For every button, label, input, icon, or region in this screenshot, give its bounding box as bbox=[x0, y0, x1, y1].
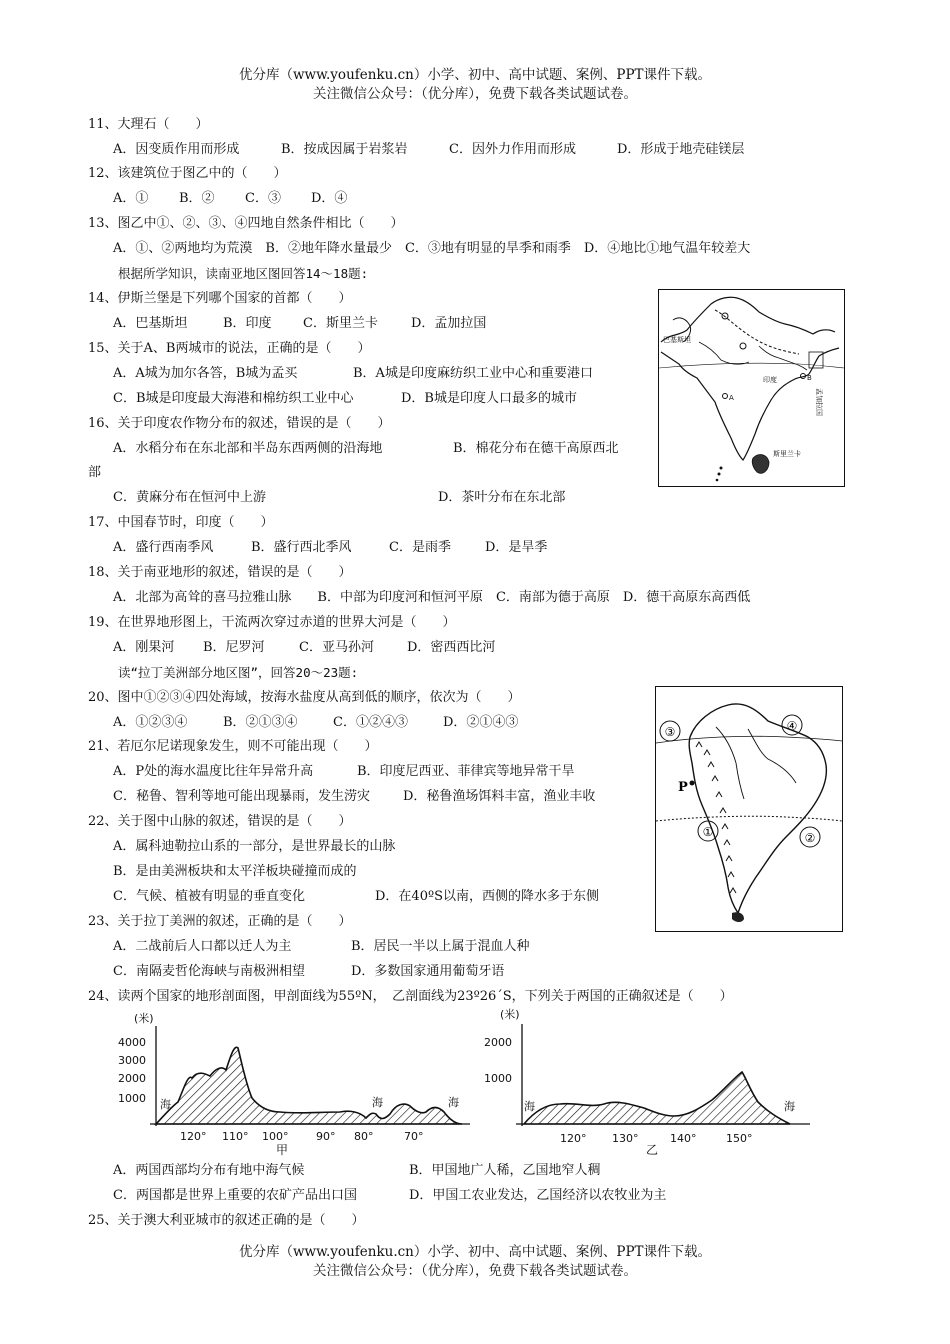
q13-options[interactable]: A．①、②两地均为荒漠 B．②地年降水量最少 C．③地有明显的旱季和雨季 D．④地比①地气温年较差大 bbox=[113, 241, 751, 256]
q25-stem: 25、关于澳大利亚城市的叙述正确的是（ ） bbox=[88, 1213, 365, 1228]
profile-jia-tick-1000: 1000 bbox=[118, 1092, 146, 1105]
q14-stem: 14、伊斯兰堡是下列哪个国家的首都（ ） bbox=[88, 291, 352, 306]
q24-options-ab bbox=[113, 1162, 601, 1180]
profile-jia-x-70: 70° bbox=[404, 1130, 424, 1143]
q23-option-b[interactable]: B．居民一半以上属于混血人种 bbox=[351, 939, 530, 954]
q24-option-c[interactable]: C．两国都是世界上重要的农矿产品出口国 bbox=[113, 1188, 357, 1203]
q24-option-a[interactable]: A．两国西部均分布有地中海气候 bbox=[113, 1163, 305, 1178]
label-sea-1: ① bbox=[702, 825, 714, 839]
q15-option-a[interactable]: A．A城为加尔各答，B城为孟买 bbox=[113, 366, 298, 381]
q21-option-d[interactable]: D．秘鲁渔场饵料丰富，渔业丰收 bbox=[403, 789, 596, 804]
q16-option-d[interactable]: D．茶叶分布在东北部 bbox=[438, 490, 566, 505]
q15-options-ab bbox=[113, 365, 593, 383]
q16-stem: 16、关于印度农作物分布的叙述，错误的是（ ） bbox=[88, 416, 391, 431]
q11-option-c[interactable]: C．因外力作用而形成 bbox=[449, 142, 576, 157]
label-point-p: P bbox=[678, 780, 688, 795]
header-line-1: 优分库（www.youfenku.cn）小学、初中、高中试题、案例、PPT课件下载。 bbox=[238, 67, 712, 83]
q14-option-c[interactable]: C．斯里兰卡 bbox=[303, 316, 378, 331]
profile-yi-name: 乙 bbox=[646, 1143, 659, 1157]
q23-stem: 23、关于拉丁美洲的叙述，正确的是（ ） bbox=[88, 914, 352, 929]
q21-options-ab bbox=[113, 763, 575, 781]
profile-yi-x-140: 140° bbox=[670, 1132, 697, 1145]
profile-jia-tick-3000: 3000 bbox=[118, 1054, 146, 1067]
q20-option-c[interactable]: C．①②④③ bbox=[333, 715, 408, 730]
q20-option-d[interactable]: D．②①④③ bbox=[443, 715, 519, 730]
q16-options-cd bbox=[113, 489, 565, 507]
profile-jia-sea-mid: 海 bbox=[372, 1096, 383, 1109]
q24-stem: 24、读两个国家的地形剖面图，甲剖面线为55ºN， 乙剖面线为23º26´S，下列关于两国的正确叙述是（ ） bbox=[88, 989, 733, 1004]
q21-stem: 21、若厄尔尼诺现象发生，则不可能出现（ ） bbox=[88, 739, 378, 754]
q21-option-c[interactable]: C．秘鲁、智利等地可能出现暴雨，发生涝灾 bbox=[113, 789, 370, 804]
q17-options bbox=[113, 539, 547, 557]
q16-option-b[interactable]: B．棉花分布在德干高原西北 bbox=[453, 441, 619, 456]
q13-stem: 13、图乙中①、②、③、④四地自然条件相比（ ） bbox=[88, 216, 404, 231]
south-asia-map bbox=[658, 289, 845, 487]
q12-option-c[interactable]: C．③ bbox=[245, 191, 281, 206]
q22-option-d[interactable]: D．在40ºS以南，西侧的降水多于东侧 bbox=[375, 889, 599, 904]
q19-option-d[interactable]: D．密西西比河 bbox=[407, 640, 496, 655]
q14-option-b[interactable]: B．印度 bbox=[223, 316, 272, 331]
q17-stem: 17、中国春节时，印度（ ） bbox=[88, 515, 274, 530]
profile-jia bbox=[110, 1008, 480, 1158]
q12-option-b[interactable]: B．② bbox=[179, 191, 215, 206]
q22-option-b[interactable]: B．是由美洲板块和太平洋板块碰撞而成的 bbox=[113, 864, 357, 879]
profile-jia-name: 甲 bbox=[276, 1143, 289, 1157]
q23-option-d[interactable]: D．多数国家通用葡萄牙语 bbox=[351, 964, 505, 979]
q17-option-b[interactable]: B．盛行西北季风 bbox=[251, 540, 352, 555]
q11-options bbox=[113, 141, 744, 159]
q20-stem: 20、图中①②③④四处海域，按海水盐度从高到低的顺序，依次为（ ） bbox=[88, 690, 521, 705]
q20-option-b[interactable]: B．②①③④ bbox=[223, 715, 298, 730]
profile-yi-sea-east: 海 bbox=[784, 1100, 795, 1113]
profile-yi bbox=[480, 1004, 820, 1158]
q17-option-a[interactable]: A．盛行西南季风 bbox=[113, 540, 214, 555]
q23-option-a[interactable]: A．二战前后人口都以迁人为主 bbox=[113, 939, 292, 954]
label-city-a: A bbox=[729, 394, 734, 402]
q15-stem: 15、关于A、B两城市的说法，正确的是（ ） bbox=[88, 341, 371, 356]
q19-options bbox=[113, 639, 495, 657]
q23-options-ab bbox=[113, 938, 530, 956]
q16-options-ab bbox=[113, 440, 619, 458]
q15-option-b[interactable]: B．A城是印度麻纺织工业中心和重要港口 bbox=[353, 366, 593, 381]
q24-option-b[interactable]: B．甲国地广人稀，乙国地窄人稠 bbox=[409, 1163, 601, 1178]
q19-stem: 19、在世界地形图上，干流两次穿过赤道的世界大河是（ ） bbox=[88, 615, 456, 630]
q11-stem: 11、大理石（ ） bbox=[88, 117, 209, 132]
header-line-2: 关注微信公众号：（优分库），免费下载各类试题试卷。 bbox=[313, 86, 637, 102]
profile-yi-x-120: 120° bbox=[560, 1132, 587, 1145]
profile-jia-x-110: 110° bbox=[222, 1130, 249, 1143]
q20-option-a[interactable]: A．①②③④ bbox=[113, 715, 188, 730]
profile-yi-sea-west: 海 bbox=[524, 1100, 535, 1113]
profile-yi-tick-2000: 2000 bbox=[484, 1036, 512, 1049]
q24-options-cd bbox=[113, 1187, 666, 1205]
q16-option-a[interactable]: A．水稻分布在东北部和半岛东西两侧的沿海地 bbox=[113, 441, 383, 456]
q12-options bbox=[113, 190, 347, 208]
q21-option-a[interactable]: A．P处的海水温度比往年异常升高 bbox=[113, 764, 314, 779]
q16-option-c[interactable]: C．黄麻分布在恒河中上游 bbox=[113, 490, 266, 505]
q22-options-cd bbox=[113, 888, 599, 906]
intro-14-18: 根据所学知识，读南亚地区图回答14～18题: bbox=[118, 266, 369, 281]
q17-option-c[interactable]: C．是雨季 bbox=[389, 540, 451, 555]
profile-yi-x-130: 130° bbox=[612, 1132, 639, 1145]
q11-option-a[interactable]: A．因变质作用而形成 bbox=[113, 142, 240, 157]
q11-option-d[interactable]: D．形成于地壳硅镁层 bbox=[617, 142, 745, 157]
q12-option-a[interactable]: A．① bbox=[113, 191, 149, 206]
q18-options[interactable]: A．北部为高耸的喜马拉雅山脉 B．中部为印度河和恒河平原 C．南部为德于高原 D．德干高原东高西低 bbox=[113, 590, 751, 605]
q22-option-a[interactable]: A．属科迪勒拉山系的一部分，是世界最长的山脉 bbox=[113, 839, 396, 854]
footer-line-2: 关注微信公众号：（优分库），免费下载各类试题试卷。 bbox=[313, 1263, 637, 1279]
q11-option-b[interactable]: B．按成因属于岩浆岩 bbox=[281, 142, 408, 157]
label-pakistan: 巴基斯坦 bbox=[663, 336, 691, 344]
latin-america-map-drawing bbox=[656, 687, 842, 931]
profile-jia-sea-east: 海 bbox=[448, 1096, 459, 1109]
profile-jia-x-120: 120° bbox=[180, 1130, 207, 1143]
q19-option-c[interactable]: C．亚马孙河 bbox=[299, 640, 374, 655]
q14-option-a[interactable]: A．巴基斯坦 bbox=[113, 316, 188, 331]
q16-option-b-continued: 部 bbox=[88, 465, 102, 480]
q20-options bbox=[113, 714, 518, 732]
label-city-b: B bbox=[807, 374, 812, 382]
q22-stem: 22、关于图中山脉的叙述，错误的是（ ） bbox=[88, 814, 352, 829]
south-asia-map-drawing bbox=[659, 290, 844, 486]
q22-option-c[interactable]: C．气候、植被有明显的垂直变化 bbox=[113, 889, 305, 904]
q23-option-c[interactable]: C．南隔麦哲伦海峡与南极洲相望 bbox=[113, 964, 305, 979]
q14-option-d[interactable]: D．孟加拉国 bbox=[411, 316, 487, 331]
label-sea-2: ② bbox=[804, 831, 816, 845]
profile-jia-x-100: 100° bbox=[262, 1130, 289, 1143]
profile-jia-x-80: 80° bbox=[354, 1130, 374, 1143]
q23-options-cd bbox=[113, 963, 504, 981]
q15-options-cd bbox=[113, 390, 577, 408]
q19-option-b[interactable]: B．尼罗河 bbox=[203, 640, 265, 655]
q15-option-c[interactable]: C．B城是印度最大海港和棉纺织工业中心 bbox=[113, 391, 354, 406]
profile-yi-x-150: 150° bbox=[726, 1132, 753, 1145]
q15-option-d[interactable]: D．B城是印度人口最多的城市 bbox=[401, 391, 577, 406]
label-sea-3: ③ bbox=[664, 725, 676, 739]
label-sea-4: ④ bbox=[786, 719, 798, 733]
profile-yi-tick-1000: 1000 bbox=[484, 1072, 512, 1085]
latin-america-map bbox=[655, 686, 843, 932]
q12-option-d[interactable]: D．④ bbox=[311, 191, 348, 206]
q21-options-cd bbox=[113, 788, 595, 806]
q12-stem: 12、该建筑位于图乙中的（ ） bbox=[88, 166, 287, 181]
q14-options bbox=[113, 315, 486, 333]
q24-option-d[interactable]: D．甲国工农业发达，乙国经济以农牧业为主 bbox=[409, 1188, 667, 1203]
label-india: 印度 bbox=[763, 376, 777, 384]
q21-option-b[interactable]: B．印度尼西亚、菲律宾等地异常干旱 bbox=[357, 764, 575, 779]
q19-option-a[interactable]: A．刚果河 bbox=[113, 640, 175, 655]
profile-jia-tick-4000: 4000 bbox=[118, 1036, 146, 1049]
label-bangladesh: 孟加拉国 bbox=[815, 388, 823, 416]
label-sri-lanka: 斯里兰卡 bbox=[773, 450, 801, 458]
footer-line-1: 优分库（www.youfenku.cn）小学、初中、高中试题、案例、PPT课件下载。 bbox=[238, 1244, 712, 1260]
profile-jia-tick-2000: 2000 bbox=[118, 1072, 146, 1085]
profile-jia-sea-west: 海 bbox=[160, 1098, 171, 1111]
intro-20-23: 读“拉丁美洲部分地区图”，回答20～23题: bbox=[118, 665, 359, 680]
profile-jia-unit: (米) bbox=[134, 1012, 154, 1025]
profile-yi-unit: (米) bbox=[500, 1008, 520, 1021]
q18-stem: 18、关于南亚地形的叙述，错误的是（ ） bbox=[88, 565, 352, 580]
q17-option-d[interactable]: D．是旱季 bbox=[485, 540, 548, 555]
profile-jia-x-90: 90° bbox=[316, 1130, 336, 1143]
